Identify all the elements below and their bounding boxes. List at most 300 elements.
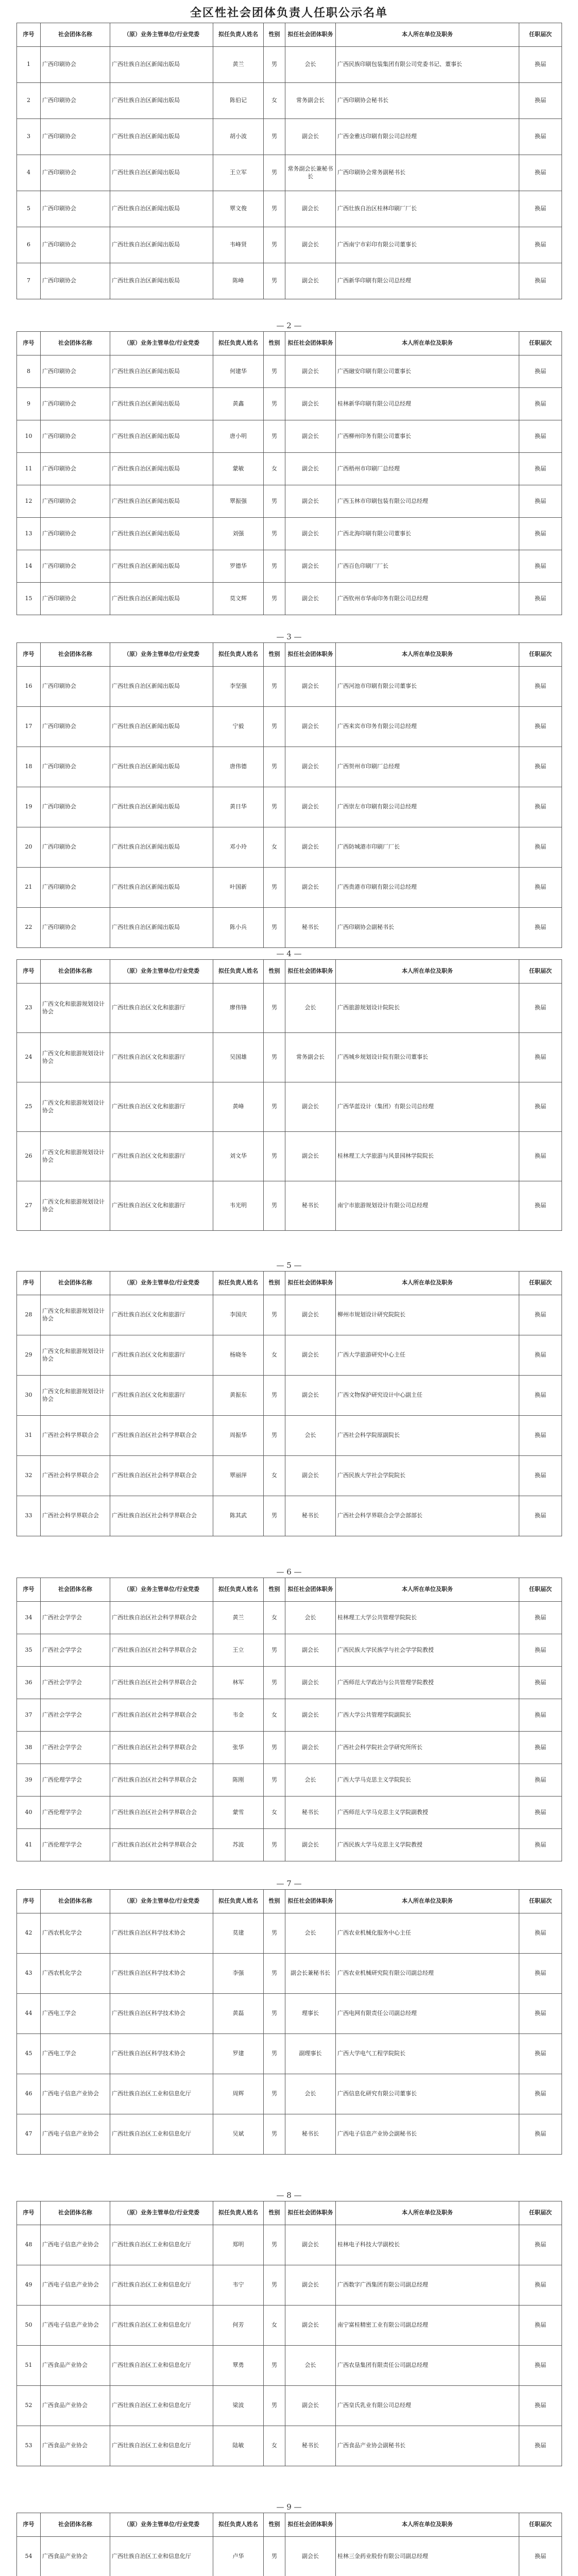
table-cell: 黄振东 — [213, 1376, 264, 1416]
table-cell: 广西壮族自治区文化和旅游厅 — [110, 1132, 213, 1181]
table-cell: 副会长 — [285, 2306, 336, 2346]
table-cell: 广西社会科学界联合会 — [41, 1496, 110, 1536]
table-cell: 广西印刷协会 — [41, 787, 110, 827]
table-row — [17, 155, 562, 191]
table-cell: 陈小兵 — [213, 908, 264, 948]
column-header: 社会团体名称 — [41, 2201, 110, 2225]
table-cell: 广西北海印刷有限公司董事长 — [336, 518, 519, 550]
column-header: 本人所在单位及职务 — [336, 1272, 519, 1295]
table-cell: 40 — [17, 1797, 41, 1829]
table-cell: 李强 — [213, 1954, 264, 1994]
table-cell: 男 — [264, 1181, 285, 1231]
table-cell: 男 — [264, 1954, 285, 1994]
table-row — [17, 2225, 562, 2265]
table-cell: 副会长 — [285, 583, 336, 615]
table-cell: 唐伟德 — [213, 747, 264, 787]
table-cell: 副会长 — [285, 667, 336, 707]
table-row — [17, 1829, 562, 1861]
table-cell: 副会长 — [285, 191, 336, 227]
table-cell: 广西壮族自治区新闻出版局 — [110, 47, 213, 83]
table-cell: 广西伦理学学会 — [41, 1764, 110, 1797]
table-cell: 广西社会学学会 — [41, 1602, 110, 1634]
table-cell: 换届 — [519, 2265, 562, 2306]
column-header: 任职届次 — [519, 2201, 562, 2225]
table-cell: 副会长 — [285, 1699, 336, 1732]
page-marker: — 7 — — [276, 1879, 302, 1888]
table-cell: 广西壮族自治区文化和旅游厅 — [110, 1181, 213, 1231]
table-cell: 换届 — [519, 453, 562, 485]
table-cell: 广西印刷协会 — [41, 263, 110, 299]
table-cell: 换届 — [519, 518, 562, 550]
table-cell: 广西河池市印刷有限公司董事长 — [336, 667, 519, 707]
table-cell: 陈其武 — [213, 1496, 264, 1536]
column-header: 社会团体名称 — [41, 23, 110, 47]
table-cell: 男 — [264, 2034, 285, 2074]
document-page — [0, 631, 578, 948]
table-cell: 43 — [17, 1954, 41, 1994]
table-cell: 广西农业机械化服务中心主任 — [336, 1913, 519, 1954]
table-cell: 韦金 — [213, 1699, 264, 1732]
table-cell: 副会长 — [285, 550, 336, 583]
table-cell: 16 — [17, 667, 41, 707]
column-header: 本人所在单位及职务 — [336, 332, 519, 355]
table-cell: 广西文化和旅游规划设计协会 — [41, 1132, 110, 1181]
table-cell: 女 — [264, 827, 285, 868]
table-cell: 广西社会学学会 — [41, 1699, 110, 1732]
table-cell: 广西壮族自治区文化和旅游厅 — [110, 1335, 213, 1376]
column-header: 性别 — [264, 1578, 285, 1602]
table-cell: 秘书长 — [285, 2114, 336, 2155]
table-cell: 1 — [17, 47, 41, 83]
table-cell: 蒙雪 — [213, 1797, 264, 1829]
table-cell: 广西融安印刷有限公司董事长 — [336, 355, 519, 388]
table-cell: 广西民族大学社会学院院长 — [336, 1456, 519, 1496]
table-cell: 副会长 — [285, 388, 336, 420]
document-page — [0, 1566, 578, 1861]
table-cell: 广西电子信息产业协会 — [41, 2306, 110, 2346]
table-cell: 广西印刷协会 — [41, 191, 110, 227]
table-row — [17, 1295, 562, 1335]
table-cell: 黄兰 — [213, 1602, 264, 1634]
table-cell: 副会长 — [285, 2386, 336, 2426]
table-cell: 黄鑫 — [213, 388, 264, 420]
page-marker: — 5 — — [276, 1261, 302, 1270]
table-cell: 杨晓冬 — [213, 1335, 264, 1376]
table-cell: 广西印刷协会 — [41, 550, 110, 583]
table-cell: 广西社会学学会 — [41, 1732, 110, 1764]
table-cell: 换届 — [519, 2426, 562, 2466]
table-cell: 苏波 — [213, 1829, 264, 1861]
table-cell: 广西大学电气工程学院院长 — [336, 2034, 519, 2074]
table-row — [17, 1496, 562, 1536]
table-cell: 副会长 — [285, 453, 336, 485]
table-row — [17, 1797, 562, 1829]
column-header: （原）业务主管单位/行业党委 — [110, 1272, 213, 1295]
table-cell: 广西壮族自治区新闻出版局 — [110, 667, 213, 707]
table-row — [17, 1954, 562, 1994]
roster-table — [16, 2513, 562, 2576]
column-header: 本人所在单位及职务 — [336, 960, 519, 984]
table-row — [17, 2074, 562, 2114]
column-header: 任职届次 — [519, 23, 562, 47]
table-cell: 吴斌 — [213, 2114, 264, 2155]
column-header: 拟任社会团体职务 — [285, 643, 336, 667]
table-cell: 广西文化和旅游规划设计协会 — [41, 1082, 110, 1132]
table-row — [17, 1699, 562, 1732]
table-row — [17, 1456, 562, 1496]
table-cell: 副会长 — [285, 2225, 336, 2265]
table-cell: 3 — [17, 119, 41, 155]
table-cell: 卢华 — [213, 2537, 264, 2576]
table-cell: 广西社会科学界联合会 — [41, 1416, 110, 1456]
table-cell: 女 — [264, 2306, 285, 2346]
table-cell: 广西电子信息产业协会 — [41, 2225, 110, 2265]
table-cell: 换届 — [519, 1602, 562, 1634]
column-header: 拟任负责人姓名 — [213, 1272, 264, 1295]
table-cell: 广西印刷协会 — [41, 518, 110, 550]
table-cell: 广西百色印刷厂厂长 — [336, 550, 519, 583]
table-cell: 男 — [264, 1033, 285, 1082]
column-header: 拟任社会团体职务 — [285, 960, 336, 984]
table-cell: 男 — [264, 550, 285, 583]
table-cell: 男 — [264, 2537, 285, 2576]
table-cell: 女 — [264, 2426, 285, 2466]
table-cell: 广西印刷协会 — [41, 155, 110, 191]
column-header: 性别 — [264, 1272, 285, 1295]
table-cell: 41 — [17, 1829, 41, 1861]
column-header: 拟任负责人姓名 — [213, 23, 264, 47]
table-cell: 黄磊 — [213, 1994, 264, 2034]
table-cell: 换届 — [519, 550, 562, 583]
table-row — [17, 47, 562, 83]
table-cell: 广西电网有限责任公司副总经理 — [336, 1994, 519, 2034]
table-cell: 44 — [17, 1994, 41, 2034]
table-header-row — [17, 1272, 562, 1295]
column-header: （原）业务主管单位/行业党委 — [110, 643, 213, 667]
column-header: （原）业务主管单位/行业党委 — [110, 1890, 213, 1913]
table-cell: 柳州市规划设计研究院院长 — [336, 1295, 519, 1335]
table-row — [17, 827, 562, 868]
table-cell: 广西壮族自治区社会科学界联合会 — [110, 1829, 213, 1861]
column-header: （原）业务主管单位/行业党委 — [110, 23, 213, 47]
table-cell: 广西旅游规划设计院院长 — [336, 984, 519, 1033]
table-cell: 32 — [17, 1456, 41, 1496]
table-cell: 广西食品产业协会 — [41, 2537, 110, 2576]
table-cell: 广西印刷协会 — [41, 453, 110, 485]
table-row — [17, 2537, 562, 2576]
table-cell: 广西壮族自治区文化和旅游厅 — [110, 1376, 213, 1416]
table-cell: 广西壮族自治区社会科学界联合会 — [110, 1602, 213, 1634]
table-cell: 广西文化和旅游规划设计协会 — [41, 1181, 110, 1231]
table-cell: 广西壮族自治区新闻出版局 — [110, 155, 213, 191]
table-cell: 南宁市旅游规划设计有限公司总经理 — [336, 1181, 519, 1231]
table-cell: 王立 — [213, 1634, 264, 1667]
table-cell: 副会长 — [285, 868, 336, 908]
table-cell: 29 — [17, 1335, 41, 1376]
table-cell: 男 — [264, 1634, 285, 1667]
column-header: 本人所在单位及职务 — [336, 1578, 519, 1602]
table-cell: 男 — [264, 155, 285, 191]
table-cell: 男 — [264, 1376, 285, 1416]
table-cell: 11 — [17, 453, 41, 485]
table-cell: 21 — [17, 868, 41, 908]
table-cell: 广西农业机械研究院有限公司副总经理 — [336, 1954, 519, 1994]
table-cell: 23 — [17, 984, 41, 1033]
column-header: 拟任负责人姓名 — [213, 2201, 264, 2225]
table-cell: 广西印刷协会 — [41, 388, 110, 420]
table-cell: 广西壮族自治区新闻出版局 — [110, 747, 213, 787]
table-cell: 广西印刷协会 — [41, 485, 110, 518]
column-header: 序号 — [17, 643, 41, 667]
page-marker: — 2 — — [276, 321, 302, 330]
table-cell: 广西壮族自治区社会科学界联合会 — [110, 1732, 213, 1764]
table-cell: 桂林理工大学公共管理学院院长 — [336, 1602, 519, 1634]
table-cell: 宁毅 — [213, 707, 264, 747]
table-header-row — [17, 23, 562, 47]
table-cell: 24 — [17, 1033, 41, 1082]
table-cell: 广西壮族自治区工业和信息化厅 — [110, 2225, 213, 2265]
table-cell: 男 — [264, 263, 285, 299]
table-cell: 46 — [17, 2074, 41, 2114]
column-header: 拟任负责人姓名 — [213, 2513, 264, 2537]
table-cell: 广西印刷协会 — [41, 868, 110, 908]
table-cell: 换届 — [519, 1797, 562, 1829]
table-cell: 广西壮族自治区新闻出版局 — [110, 388, 213, 420]
table-cell: 广西电工学会 — [41, 1994, 110, 2034]
table-cell: 广西壮族自治区新闻出版局 — [110, 827, 213, 868]
table-cell: 男 — [264, 747, 285, 787]
column-header: 任职届次 — [519, 2513, 562, 2537]
table-cell: 广西钦州市华南印务有限公司总经理 — [336, 583, 519, 615]
table-cell: 广西大学马克思主义学院院长 — [336, 1764, 519, 1797]
table-cell: 广西新华印刷有限公司总经理 — [336, 263, 519, 299]
table-cell: 莫建 — [213, 1913, 264, 1954]
table-cell: 副会长 — [285, 2537, 336, 2576]
table-header-row — [17, 332, 562, 355]
column-header: 任职届次 — [519, 960, 562, 984]
table-row — [17, 1082, 562, 1132]
table-cell: 10 — [17, 420, 41, 453]
table-cell: 广西壮族自治区文化和旅游厅 — [110, 1082, 213, 1132]
table-cell: 广西伦理学学会 — [41, 1797, 110, 1829]
table-cell: 广西壮族自治区新闻出版局 — [110, 453, 213, 485]
table-cell: 广西壮族自治区文化和旅游厅 — [110, 1295, 213, 1335]
table-cell: 副会长 — [285, 1132, 336, 1181]
table-cell: 广西文化和旅游规划设计协会 — [41, 1376, 110, 1416]
table-cell: 黄兰 — [213, 47, 264, 83]
table-cell: 男 — [264, 1295, 285, 1335]
table-cell: 35 — [17, 1634, 41, 1667]
table-row — [17, 1181, 562, 1231]
table-cell: 会长 — [285, 1913, 336, 1954]
table-row — [17, 83, 562, 119]
column-header: 拟任社会团体职务 — [285, 1272, 336, 1295]
table-row — [17, 583, 562, 615]
table-cell: 会长 — [285, 2346, 336, 2386]
table-row — [17, 747, 562, 787]
table-cell: 广西印刷协会 — [41, 119, 110, 155]
table-cell: 副会长 — [285, 747, 336, 787]
table-row — [17, 787, 562, 827]
table-row — [17, 2426, 562, 2466]
column-header: 性别 — [264, 23, 285, 47]
table-cell: 周辉 — [213, 2074, 264, 2114]
table-cell: 53 — [17, 2426, 41, 2466]
table-cell: 广西印刷协会 — [41, 47, 110, 83]
table-header-row — [17, 643, 562, 667]
roster-table — [16, 2201, 562, 2466]
roster-table — [16, 1889, 562, 2155]
column-header: 拟任负责人姓名 — [213, 1578, 264, 1602]
table-cell: 广西印刷协会 — [41, 908, 110, 948]
table-cell: 换届 — [519, 485, 562, 518]
page-marker: — 8 — — [276, 2191, 302, 2200]
table-row — [17, 1667, 562, 1699]
table-cell: 广西玉林市印刷包装有限公司总经理 — [336, 485, 519, 518]
table-row — [17, 1634, 562, 1667]
table-cell: 换届 — [519, 1132, 562, 1181]
table-cell: 女 — [264, 1335, 285, 1376]
table-cell: 广西文化和旅游规划设计协会 — [41, 1033, 110, 1082]
table-cell: 副会长 — [285, 707, 336, 747]
table-header-row — [17, 2201, 562, 2225]
table-cell: 男 — [264, 2265, 285, 2306]
table-cell: 换届 — [519, 155, 562, 191]
table-cell: 广西文化和旅游规划设计协会 — [41, 984, 110, 1033]
column-header: 拟任负责人姓名 — [213, 1890, 264, 1913]
table-cell: 换届 — [519, 47, 562, 83]
column-header: 拟任社会团体职务 — [285, 2201, 336, 2225]
table-cell: 广西食品产业协会 — [41, 2386, 110, 2426]
table-cell: 广西电子信息产业协会 — [41, 2114, 110, 2155]
column-header: 序号 — [17, 332, 41, 355]
table-cell: 广西食品产业协会副秘书长 — [336, 2426, 519, 2466]
column-header: 序号 — [17, 2201, 41, 2225]
table-cell: 何建华 — [213, 355, 264, 388]
table-cell: 换届 — [519, 2114, 562, 2155]
table-cell: 广西壮族自治区新闻出版局 — [110, 583, 213, 615]
table-cell: 广西壮族自治区社会科学界联合会 — [110, 1699, 213, 1732]
table-cell: 广西壮族自治区工业和信息化厅 — [110, 2114, 213, 2155]
table-cell: 秘书长 — [285, 1181, 336, 1231]
table-cell: 男 — [264, 667, 285, 707]
table-cell: 45 — [17, 2034, 41, 2074]
table-cell: 副会长 — [285, 1456, 336, 1496]
table-cell: 副会长 — [285, 1667, 336, 1699]
table-cell: 52 — [17, 2386, 41, 2426]
table-cell: 26 — [17, 1132, 41, 1181]
table-cell: 男 — [264, 2225, 285, 2265]
table-cell: 副会长 — [285, 420, 336, 453]
column-header: 序号 — [17, 23, 41, 47]
table-cell: 广西民族大学民族学与社会学学院教授 — [336, 1634, 519, 1667]
table-cell: 37 — [17, 1699, 41, 1732]
table-cell: 广西壮族自治区科学技术协会 — [110, 1913, 213, 1954]
table-cell: 广西印刷协会常务副秘书长 — [336, 155, 519, 191]
table-cell: 39 — [17, 1764, 41, 1797]
table-cell: 广西壮族自治区文化和旅游厅 — [110, 1033, 213, 1082]
column-header: 任职届次 — [519, 643, 562, 667]
column-header: 拟任负责人姓名 — [213, 960, 264, 984]
table-cell: 27 — [17, 1181, 41, 1231]
table-cell: 副会长 — [285, 1732, 336, 1764]
table-cell: 广西壮族自治区新闻出版局 — [110, 83, 213, 119]
table-cell: 男 — [264, 1829, 285, 1861]
table-row — [17, 984, 562, 1033]
table-cell: 广西文化和旅游规划设计协会 — [41, 1335, 110, 1376]
table-cell: 会长 — [285, 2074, 336, 2114]
table-cell: 换届 — [519, 2306, 562, 2346]
table-cell: 秘书长 — [285, 1496, 336, 1536]
table-cell: 唐小明 — [213, 420, 264, 453]
table-cell: 换届 — [519, 355, 562, 388]
table-cell: 34 — [17, 1602, 41, 1634]
table-cell: 换届 — [519, 420, 562, 453]
table-cell: 换届 — [519, 1634, 562, 1667]
table-row — [17, 485, 562, 518]
table-cell: 广西壮族自治区社会科学界联合会 — [110, 1764, 213, 1797]
table-cell: 49 — [17, 2265, 41, 2306]
table-cell: 广西农垦集团有限责任公司副总经理 — [336, 2346, 519, 2386]
table-cell: 18 — [17, 747, 41, 787]
roster-table — [16, 959, 562, 1231]
table-cell: 陈峰 — [213, 263, 264, 299]
table-cell: 叶国新 — [213, 868, 264, 908]
table-cell: 罗德华 — [213, 550, 264, 583]
table-cell: 换届 — [519, 908, 562, 948]
table-cell: 广西印刷协会 — [41, 707, 110, 747]
table-cell: 黄峰 — [213, 1082, 264, 1132]
table-cell: 林军 — [213, 1667, 264, 1699]
table-cell: 广西食品产业协会 — [41, 2426, 110, 2466]
table-cell: 胡小波 — [213, 119, 264, 155]
table-cell: 31 — [17, 1416, 41, 1456]
table-cell: 广西印刷协会 — [41, 747, 110, 787]
table-cell: 15 — [17, 583, 41, 615]
table-row — [17, 453, 562, 485]
table-cell: 秘书长 — [285, 908, 336, 948]
table-cell: 广西梧州市印刷厂总经理 — [336, 453, 519, 485]
table-row — [17, 1335, 562, 1376]
table-cell: 换届 — [519, 1699, 562, 1732]
table-cell: 男 — [264, 984, 285, 1033]
table-cell: 韦光明 — [213, 1181, 264, 1231]
table-cell: 蒙敏 — [213, 453, 264, 485]
table-cell: 9 — [17, 388, 41, 420]
table-cell: 换届 — [519, 1295, 562, 1335]
table-cell: 男 — [264, 1764, 285, 1797]
table-cell: 会长 — [285, 1416, 336, 1456]
column-header: 拟任社会团体职务 — [285, 1578, 336, 1602]
document-page — [0, 2190, 578, 2466]
table-cell: 广西壮族自治区文化和旅游厅 — [110, 984, 213, 1033]
table-cell: 广西壮族自治区新闻出版局 — [110, 787, 213, 827]
table-cell: 覃文俊 — [213, 191, 264, 227]
table-cell: 广西城乡规划设计院有限公司董事长 — [336, 1033, 519, 1082]
table-cell: 广西来宾市印务有限公司总经理 — [336, 707, 519, 747]
table-cell: 广西壮族自治区社会科学界联合会 — [110, 1667, 213, 1699]
table-cell: 梁波 — [213, 2386, 264, 2426]
column-header: 本人所在单位及职务 — [336, 1890, 519, 1913]
column-header: 拟任社会团体职务 — [285, 332, 336, 355]
document-page — [0, 1878, 578, 2155]
table-cell: 男 — [264, 47, 285, 83]
table-cell: 4 — [17, 155, 41, 191]
table-cell: 换届 — [519, 1033, 562, 1082]
table-cell: 8 — [17, 355, 41, 388]
table-cell: 男 — [264, 227, 285, 263]
column-header: （原）业务主管单位/行业党委 — [110, 960, 213, 984]
